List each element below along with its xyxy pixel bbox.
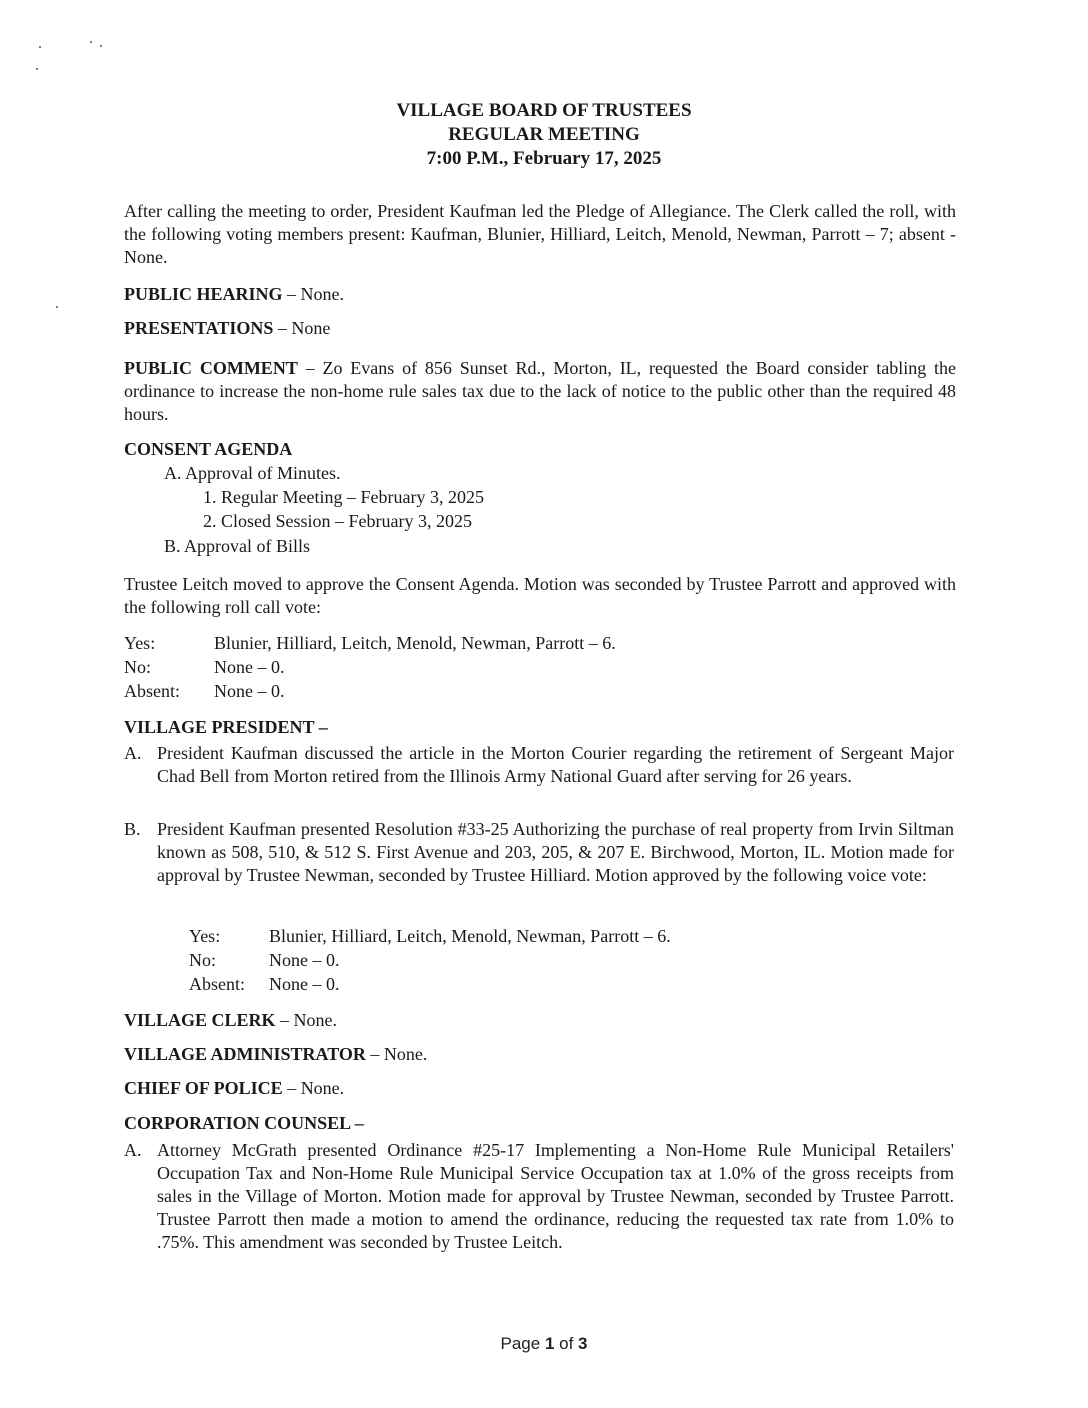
vote-value: None – 0. <box>214 657 285 677</box>
vote-value: None – 0. <box>269 950 340 970</box>
village-president-item-b: President Kaufman presented Resolution #33-25 Authorizing the purchase of real property from Irvin Siltman known as 508, 510, & 512 S. First Avenue and 203, 205, & 207 E. Birchwood, Morton, IL. Motion made for approval by Trustee Newman, seconded by Trustee Hilliard. Motion approved by the following voice vote: <box>157 819 954 885</box>
consent-item-b: B. Approval of Bills <box>164 536 311 556</box>
presentations-section <box>124 317 330 340</box>
village-president-item-a: President Kaufman discussed the article in the Morton Courier regarding the retirement of Sergeant Major Chad Bell from Morton retired from the Illinois Army National Guard after serving for 26 years. <box>157 743 954 786</box>
chief-of-police-section <box>124 1077 344 1100</box>
chief-of-police-heading: CHIEF OF POLICE <box>124 1078 283 1098</box>
vote-label: Yes: <box>124 633 156 653</box>
list-marker: B. <box>124 819 141 839</box>
village-clerk-heading: VILLAGE CLERK <box>124 1010 276 1030</box>
presentations-heading: PRESENTATIONS <box>124 318 274 338</box>
scan-speck <box>36 68 38 70</box>
scan-speck <box>90 41 92 43</box>
consent-vote-no <box>124 656 285 679</box>
list-marker: A. <box>124 743 142 763</box>
public-hearing-heading: PUBLIC HEARING <box>124 284 283 304</box>
vote-value: Blunier, Hilliard, Leitch, Menold, Newman, Parrott – 6. <box>214 633 616 653</box>
consent-vote-yes <box>124 632 616 655</box>
vote-label: No: <box>189 950 216 970</box>
village-clerk-text: – None. <box>275 1010 338 1030</box>
village-president-heading: VILLAGE PRESIDENT – <box>124 717 328 737</box>
vote-label: No: <box>124 657 151 677</box>
public-hearing-text: – None. <box>282 284 345 304</box>
vote-label: Absent: <box>189 974 245 994</box>
presentations-text: – None <box>273 318 331 338</box>
scan-speck <box>39 46 41 48</box>
consent-item-a1: 1. Regular Meeting – February 3, 2025 <box>203 487 484 507</box>
header-title-3: 7:00 P.M., February 17, 2025 <box>426 148 662 169</box>
president-vote-absent <box>189 973 340 996</box>
vote-label: Absent: <box>124 681 180 701</box>
vote-value: None – 0. <box>269 974 340 994</box>
page-prefix: Page <box>500 1334 545 1353</box>
public-comment-section <box>124 357 956 426</box>
scan-speck <box>56 306 58 308</box>
public-comment-text: – Zo Evans of 856 Sunset Rd., Morton, IL, requested the Board consider tabling the ordinance to increase the non-home rule sales tax due to the lack of notice to the public other than the required 48 hours. <box>124 358 957 424</box>
vote-label: Yes: <box>189 926 221 946</box>
consent-motion-paragraph: Trustee Leitch moved to approve the Consent Agenda. Motion was seconded by Trustee Parrott and approved with the following roll call vote: <box>124 574 956 617</box>
village-administrator-text: – None. <box>365 1044 428 1064</box>
consent-item-a2: 2. Closed Session – February 3, 2025 <box>203 511 472 531</box>
header-title-2: REGULAR MEETING <box>448 124 640 145</box>
page-total: 3 <box>578 1334 588 1353</box>
village-clerk-section <box>124 1009 337 1032</box>
public-hearing-section <box>124 283 344 306</box>
village-administrator-section <box>124 1043 427 1066</box>
scan-speck <box>100 45 102 47</box>
corporation-counsel-item-a: Attorney McGrath presented Ordinance #25-17 Implementing a Non-Home Rule Municipal Retailers' Occupation Tax and Non-Home Rule Municipal Service Occupation tax at 1.0% of the gross receipts from sales in the Village of Morton. Motion made for approval by Trustee Newman, seconded by Trustee Parrott. Trustee Parrott then made a motion to amend the ordinance, reducing the requested tax rate from 1.0% to .75%. This amendment was seconded by Trustee Leitch. <box>157 1140 954 1252</box>
vote-value: Blunier, Hilliard, Leitch, Menold, Newman, Parrott – 6. <box>269 926 671 946</box>
consent-vote-absent <box>124 680 285 703</box>
header-title-1: VILLAGE BOARD OF TRUSTEES <box>396 100 692 121</box>
village-administrator-heading: VILLAGE ADMINISTRATOR <box>124 1044 366 1064</box>
page-number <box>0 1334 1088 1354</box>
vote-value: None – 0. <box>214 681 285 701</box>
public-comment-heading: PUBLIC COMMENT <box>124 358 298 378</box>
page-middle: of <box>554 1334 579 1353</box>
chief-of-police-text: – None. <box>282 1078 345 1098</box>
list-marker: A. <box>124 1140 142 1160</box>
page-current: 1 <box>544 1334 555 1353</box>
president-vote-no <box>189 949 340 972</box>
intro-paragraph: After calling the meeting to order, President Kaufman led the Pledge of Allegiance. The Clerk called the roll, with the following voting members present: Kaufman, Blunier, Hilliard, Leitch, Menold, Newman, Parrott – 7; absent - None. <box>124 201 956 267</box>
president-vote-yes <box>189 925 671 948</box>
consent-agenda-heading: CONSENT AGENDA <box>124 439 293 459</box>
corporation-counsel-heading: CORPORATION COUNSEL – <box>124 1113 364 1133</box>
consent-item-a: A. Approval of Minutes. <box>164 463 341 483</box>
